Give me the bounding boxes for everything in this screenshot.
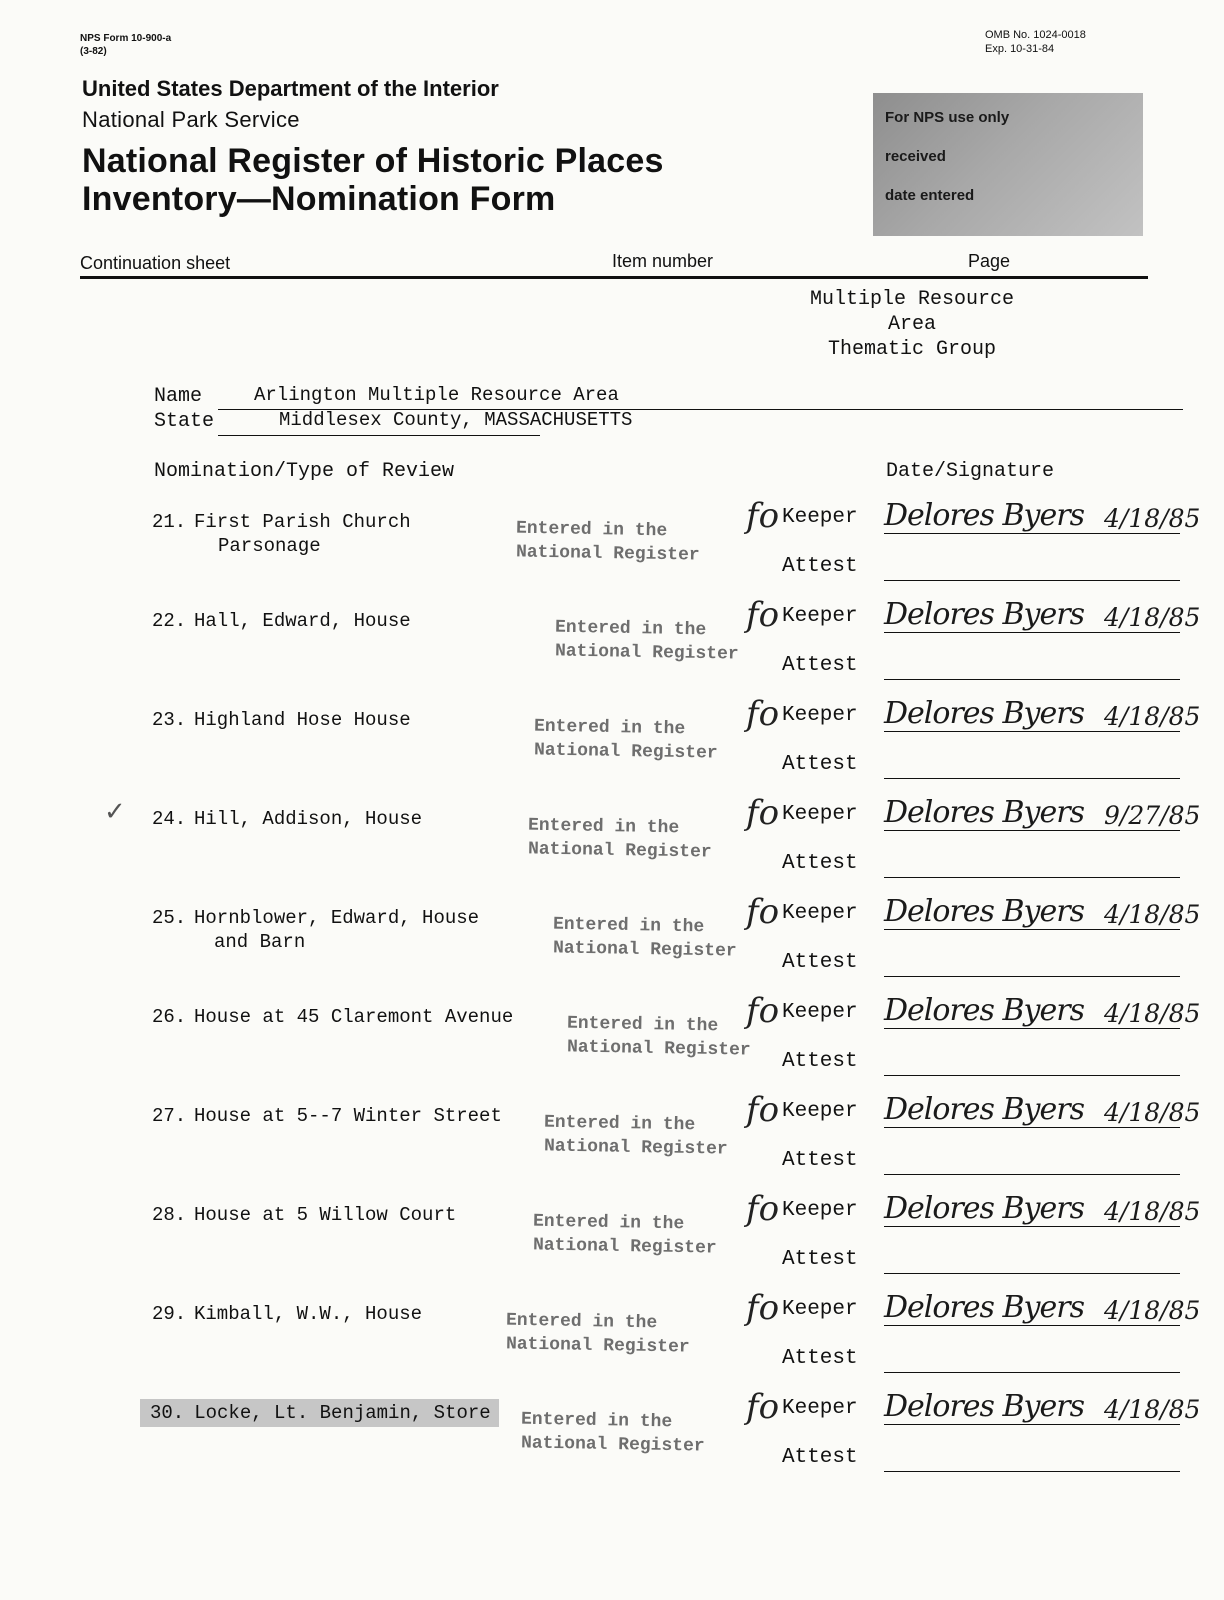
keeper-signature: Delores Byers (884, 498, 1084, 533)
keeper-label: Keeper (782, 506, 858, 529)
nps-use-only-box (873, 93, 1143, 236)
entered-stamp-line2: National Register (543, 1136, 728, 1160)
omb-block (985, 28, 1086, 56)
signature-line (884, 1028, 1180, 1029)
entry-name: Hall, Edward, House (194, 610, 411, 632)
signature-line (884, 1226, 1180, 1227)
entry-name: Highland Hose House (194, 709, 411, 731)
keeper-label: Keeper (782, 902, 858, 925)
signature-line (884, 632, 1180, 633)
keeper-signature: Delores Byers (884, 993, 1084, 1028)
name-value: Arlington Multiple Resource Area (254, 384, 619, 406)
attest-line (884, 580, 1180, 581)
keeper-label: Keeper (782, 1199, 858, 1222)
keeper-label: Keeper (782, 605, 858, 628)
form-number (80, 32, 171, 58)
omb-number: OMB No. 1024-0018 (985, 29, 1086, 41)
entered-stamp-line1: Entered in the (505, 1310, 658, 1334)
entered-stamp-line1: Entered in the (520, 1409, 673, 1433)
state-value: Middlesex County, MASSACHUSETTS (279, 409, 633, 431)
entry-number: 29. (152, 1303, 187, 1325)
for-annotation: fo (746, 496, 780, 536)
signature-date: 4/18/85 (1104, 1098, 1201, 1127)
entry-name-line2: Parsonage (218, 535, 321, 557)
entered-stamp-line2: National Register (520, 1433, 705, 1457)
nomination-type-header: Nomination/Type of Review (154, 460, 455, 483)
attest-label: Attest (782, 1446, 858, 1469)
attest-line (884, 1471, 1180, 1472)
state-underline (218, 435, 540, 436)
checkmark-icon: ✓ (104, 797, 126, 827)
entry-name: House at 5--7 Winter Street (194, 1105, 502, 1127)
name-label: Name (154, 385, 203, 408)
entered-stamp-line2: National Register (554, 641, 739, 665)
signature-date: 4/18/85 (1104, 702, 1201, 731)
signature-line (884, 533, 1180, 534)
signature-date: 9/27/85 (1104, 801, 1201, 830)
keeper-signature: Delores Byers (884, 696, 1084, 731)
entry-number: 24. (152, 808, 187, 830)
for-annotation: fo (746, 595, 780, 635)
entry-name-text: Locke, Lt. Benjamin, Store (194, 1402, 491, 1424)
for-annotation: fo (746, 694, 780, 734)
keeper-label: Keeper (782, 704, 858, 727)
attest-line (884, 1372, 1180, 1373)
entry-number-text: 30. (150, 1402, 185, 1424)
for-annotation: fo (746, 1090, 780, 1130)
entry-name: Hornblower, Edward, House (194, 907, 480, 929)
attest-line (884, 1075, 1180, 1076)
entry-name: First Parish Church (194, 511, 411, 533)
entered-stamp-line2: National Register (533, 740, 718, 764)
signature-date: 4/18/85 (1104, 900, 1201, 929)
keeper-label: Keeper (782, 1100, 858, 1123)
signature-line (884, 731, 1180, 732)
entered-stamp-line2: National Register (552, 938, 737, 962)
entry-name: Kimball, W.W., House (194, 1303, 423, 1325)
form-title-line1: National Register of Historic Places (82, 142, 664, 180)
date-signature-header: Date/Signature (886, 460, 1055, 483)
attest-label: Attest (782, 1248, 858, 1271)
signature-line (884, 1424, 1180, 1425)
department-name: United States Department of the Interior (82, 76, 499, 101)
item-number-label: Item number (612, 251, 714, 271)
keeper-signature: Delores Byers (884, 1389, 1084, 1424)
for-annotation: fo (746, 1189, 780, 1229)
attest-line (884, 1174, 1180, 1175)
entered-stamp-line1: Entered in the (566, 1013, 719, 1037)
state-label: State (154, 410, 215, 433)
entered-stamp-line1: Entered in the (543, 1112, 696, 1136)
page-label: Page (968, 251, 1011, 271)
mra-line2: Thematic Group (827, 338, 997, 361)
signature-date: 4/18/85 (1104, 1197, 1201, 1226)
for-annotation: fo (746, 991, 780, 1031)
mra-heading (782, 287, 1042, 362)
service-name: National Park Service (82, 107, 300, 132)
entry-number: 28. (152, 1204, 187, 1226)
keeper-signature: Delores Byers (884, 597, 1084, 632)
entry-number: 23. (152, 709, 187, 731)
entry-number (150, 1401, 499, 1426)
attest-label: Attest (782, 555, 858, 578)
keeper-signature: Delores Byers (884, 1290, 1084, 1325)
signature-line (884, 830, 1180, 831)
attest-label: Attest (782, 1050, 858, 1073)
form-number-text: NPS Form 10-900-a (80, 33, 172, 44)
entry-number: 22. (152, 610, 187, 632)
highlighted-entry (140, 1399, 499, 1427)
omb-expiration: Exp. 10-31-84 (985, 43, 1055, 55)
signature-line (884, 1325, 1180, 1326)
header-divider (80, 276, 1148, 279)
attest-line (884, 778, 1180, 779)
entered-stamp-line1: Entered in the (552, 914, 705, 938)
form-revision-text: (3-82) (80, 46, 107, 57)
entered-stamp-line1: Entered in the (554, 617, 707, 641)
signature-date: 4/18/85 (1104, 1395, 1201, 1424)
entered-stamp-line1: Entered in the (515, 518, 668, 542)
signature-date: 4/18/85 (1104, 999, 1201, 1028)
keeper-signature: Delores Byers (884, 795, 1084, 830)
entered-stamp-line2: National Register (527, 839, 712, 863)
attest-label: Attest (782, 1347, 858, 1370)
attest-line (884, 976, 1180, 977)
entered-stamp-line1: Entered in the (532, 1211, 685, 1235)
for-annotation: fo (746, 1288, 780, 1328)
signature-line (884, 929, 1180, 930)
entered-stamp-line2: National Register (532, 1235, 717, 1259)
for-annotation: fo (746, 793, 780, 833)
for-annotation: fo (746, 892, 780, 932)
entry-number: 25. (152, 907, 187, 929)
entered-stamp-line2: National Register (515, 542, 700, 566)
keeper-signature: Delores Byers (884, 894, 1084, 929)
entry-number: 27. (152, 1105, 187, 1127)
keeper-signature: Delores Byers (884, 1092, 1084, 1127)
date-entered-label: date entered (885, 187, 975, 204)
entry-number: 26. (152, 1006, 187, 1028)
keeper-label: Keeper (782, 1397, 858, 1420)
attest-line (884, 877, 1180, 878)
attest-label: Attest (782, 852, 858, 875)
for-annotation: fo (746, 1387, 780, 1427)
continuation-sheet-label: Continuation sheet (80, 253, 231, 273)
keeper-label: Keeper (782, 1001, 858, 1024)
entered-stamp-line2: National Register (505, 1334, 690, 1358)
keeper-signature: Delores Byers (884, 1191, 1084, 1226)
entry-name-line2: and Barn (214, 931, 306, 953)
entered-stamp-line1: Entered in the (533, 716, 686, 740)
entry-name: Hill, Addison, House (194, 808, 423, 830)
entry-name: House at 5 Willow Court (194, 1204, 457, 1226)
form-title-line2: Inventory—Nomination Form (82, 180, 556, 218)
keeper-label: Keeper (782, 1298, 858, 1321)
attest-label: Attest (782, 654, 858, 677)
entry-name: House at 45 Claremont Avenue (194, 1006, 514, 1028)
entered-stamp-line1: Entered in the (527, 815, 680, 839)
entered-stamp-line2: National Register (566, 1037, 751, 1061)
signature-date: 4/18/85 (1104, 504, 1201, 533)
attest-label: Attest (782, 951, 858, 974)
attest-label: Attest (782, 1149, 858, 1172)
signature-date: 4/18/85 (1104, 603, 1201, 632)
keeper-label: Keeper (782, 803, 858, 826)
signature-date: 4/18/85 (1104, 1296, 1201, 1325)
nps-use-only-label: For NPS use only (885, 109, 1010, 126)
signature-line (884, 1127, 1180, 1128)
attest-line (884, 679, 1180, 680)
attest-label: Attest (782, 753, 858, 776)
attest-line (884, 1273, 1180, 1274)
entry-number: 21. (152, 511, 187, 533)
mra-line1: Multiple Resource Area (809, 288, 1015, 336)
received-label: received (885, 148, 946, 165)
